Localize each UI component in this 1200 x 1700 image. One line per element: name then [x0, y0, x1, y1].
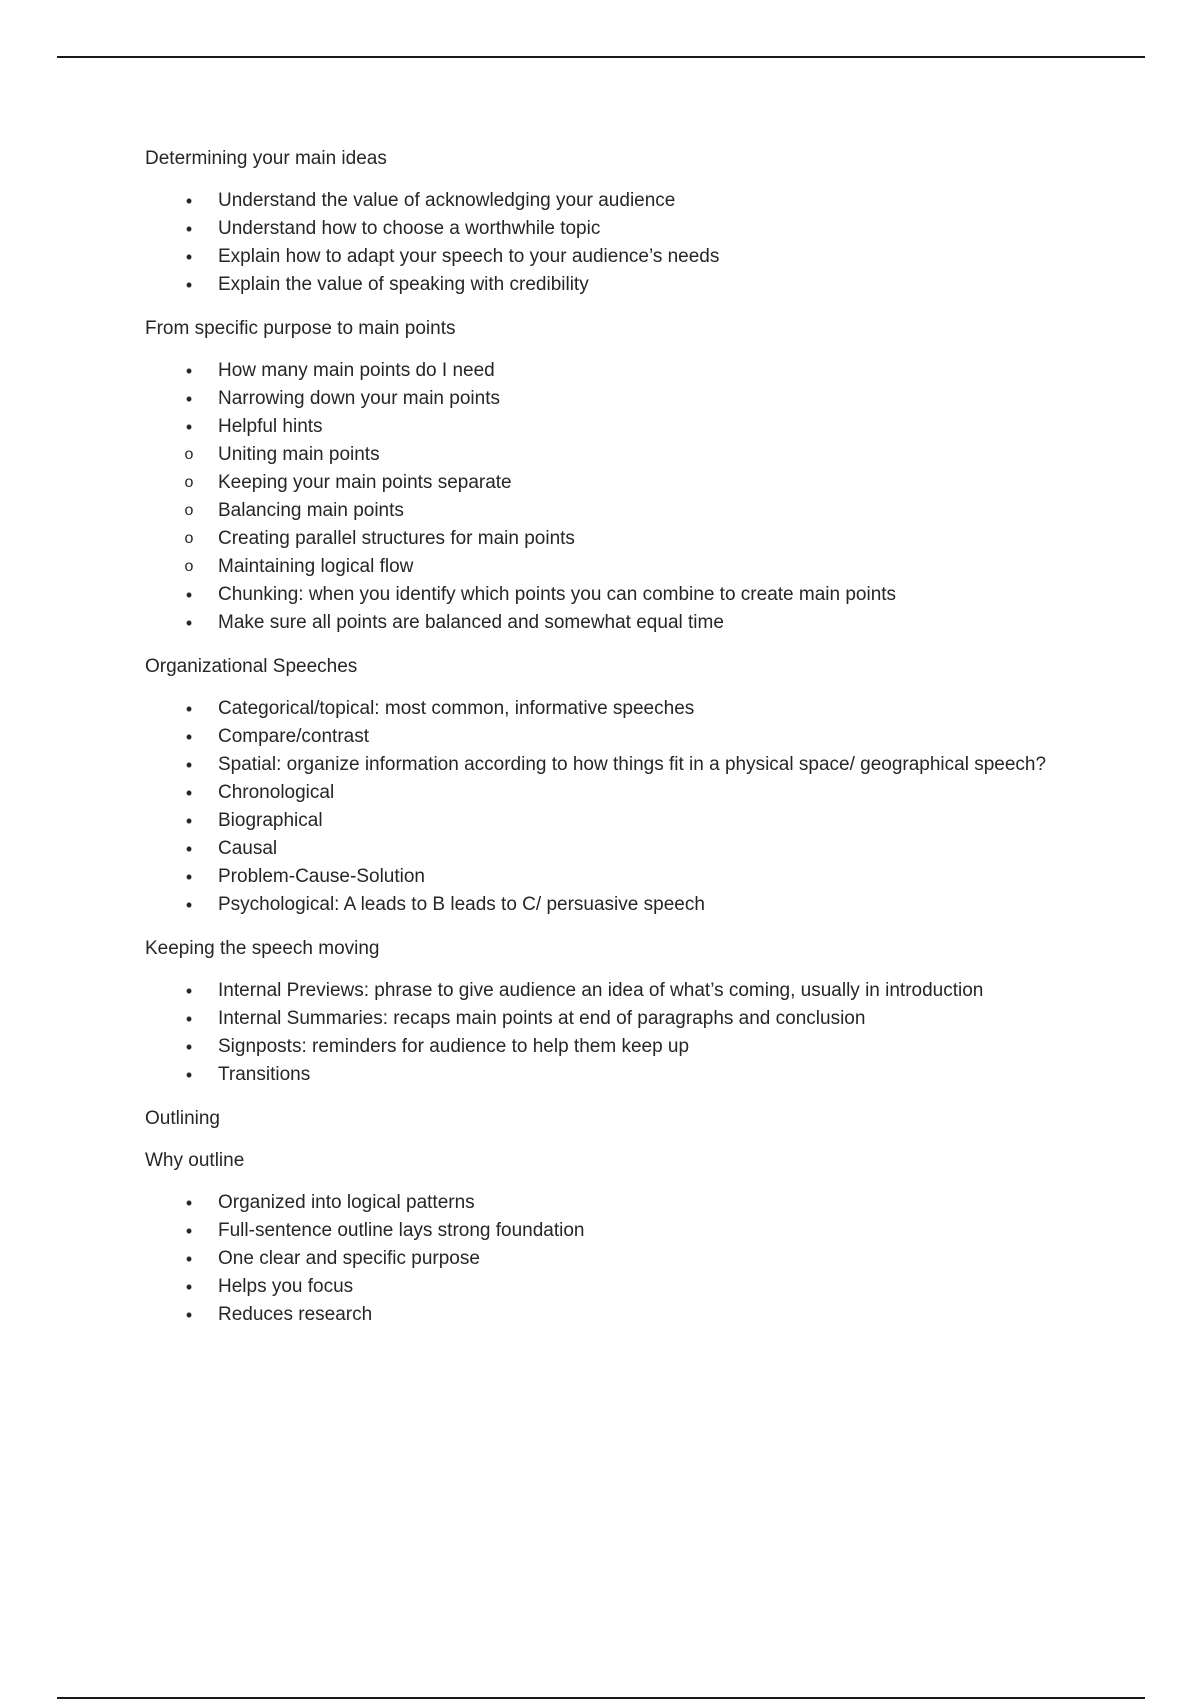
- sub-list-item: [72, 441, 1065, 469]
- list-item: [145, 1245, 1065, 1273]
- section-heading: From specific purpose to main points: [145, 318, 456, 339]
- bullet-list: [145, 695, 1065, 919]
- list-item: [145, 751, 1065, 779]
- bullet-icon: •: [185, 275, 193, 295]
- list-item-text: Biographical: [218, 810, 323, 831]
- section-heading: Keeping the speech moving: [145, 938, 380, 959]
- list-item: [145, 413, 1065, 441]
- list-item: [145, 385, 1065, 413]
- bullet-icon: •: [185, 783, 193, 803]
- list-item: [145, 807, 1065, 835]
- circle-bullet-icon: o: [184, 530, 194, 547]
- list-item: [145, 863, 1065, 891]
- list-item-text: Helpful hints: [218, 416, 323, 437]
- list-item: [145, 187, 1065, 215]
- list-item: [145, 609, 1065, 637]
- bullet-icon: •: [185, 1193, 193, 1213]
- list-item: [145, 891, 1065, 919]
- bullet-icon: •: [185, 247, 193, 267]
- sub-list-item: [72, 497, 1065, 525]
- list-item-text: One clear and specific purpose: [218, 1248, 480, 1269]
- list-item: [145, 835, 1065, 863]
- list-item: [145, 1301, 1065, 1329]
- list-item-text: Organized into logical patterns: [218, 1192, 475, 1213]
- list-item-text: Categorical/topical: most common, informative speeches: [218, 698, 695, 719]
- list-item-text: Chronological: [218, 782, 335, 803]
- list-item-text: Internal Summaries: recaps main points at end of paragraphs and conclusion: [218, 1008, 866, 1029]
- list-item-text: Understand the value of acknowledging your audience: [218, 190, 676, 211]
- header-rule: [57, 56, 1145, 58]
- section-heading: Outlining: [145, 1108, 220, 1129]
- sub-list-item-text: Balancing main points: [218, 500, 404, 521]
- list-item: [145, 581, 1065, 609]
- list-item-text: Explain how to adapt your speech to your audience’s needs: [218, 246, 720, 267]
- bullet-list: [145, 1189, 1065, 1329]
- bullet-icon: •: [185, 839, 193, 859]
- sub-bullet-list: [145, 441, 1065, 581]
- list-item: [145, 779, 1065, 807]
- bullet-icon: •: [185, 981, 193, 1001]
- bullet-icon: •: [185, 755, 193, 775]
- bullet-icon: •: [185, 417, 193, 437]
- bullet-icon: •: [185, 1037, 193, 1057]
- list-item-text: Chunking: when you identify which points you can combine to create main points: [218, 584, 897, 605]
- list-item: [145, 695, 1065, 723]
- list-item-text: Psychological: A leads to B leads to C/ persuasive speech: [218, 894, 705, 915]
- list-item-text: Internal Previews: phrase to give audience an idea of what’s coming, usually in introduction: [218, 980, 984, 1001]
- sub-list-item: [72, 553, 1065, 581]
- list-item-text: Reduces research: [218, 1304, 373, 1325]
- bullet-icon: •: [185, 219, 193, 239]
- sub-list-item-text: Uniting main points: [218, 444, 380, 465]
- sub-list-item: [72, 525, 1065, 553]
- bullet-icon: •: [185, 1305, 193, 1325]
- bullet-icon: •: [185, 1249, 193, 1269]
- bullet-list: [145, 187, 1065, 299]
- list-item-text: Full-sentence outline lays strong foundation: [218, 1220, 585, 1241]
- list-item-text: Transitions: [218, 1064, 311, 1085]
- bullet-icon: •: [185, 867, 193, 887]
- list-item: [145, 1005, 1065, 1033]
- list-item-text: Compare/contrast: [218, 726, 370, 747]
- bullet-icon: •: [185, 389, 193, 409]
- bullet-icon: •: [185, 1277, 193, 1297]
- list-item: [145, 1189, 1065, 1217]
- list-item: [145, 1217, 1065, 1245]
- circle-bullet-icon: o: [184, 446, 194, 463]
- document-body: [145, 145, 1065, 1345]
- list-item: [145, 243, 1065, 271]
- list-item-text: Causal: [218, 838, 278, 859]
- list-item-text: Understand how to choose a worthwhile topic: [218, 218, 601, 239]
- circle-bullet-icon: o: [184, 502, 194, 519]
- bullet-icon: •: [185, 613, 193, 633]
- sub-list-item-text: Maintaining logical flow: [218, 556, 414, 577]
- section-heading: Why outline: [145, 1150, 245, 1171]
- list-item: [145, 215, 1065, 243]
- list-item-text: Signposts: reminders for audience to help them keep up: [218, 1036, 690, 1057]
- list-item-text: Explain the value of speaking with credibility: [218, 274, 589, 295]
- list-item: [145, 723, 1065, 751]
- list-item: [145, 271, 1065, 299]
- bullet-icon: •: [185, 1221, 193, 1241]
- bullet-icon: •: [185, 699, 193, 719]
- list-item-text: Spatial: organize information according to how things fit in a physical space/ geographical speech?: [218, 754, 1047, 775]
- section-heading: Determining your main ideas: [145, 148, 387, 169]
- list-item: [145, 1061, 1065, 1089]
- bullet-icon: •: [185, 191, 193, 211]
- bullet-list: [145, 977, 1065, 1089]
- circle-bullet-icon: o: [184, 474, 194, 491]
- sub-list-item-text: Keeping your main points separate: [218, 472, 512, 493]
- list-item: [145, 357, 1065, 385]
- section-heading: Organizational Speeches: [145, 656, 358, 677]
- list-item: [145, 1033, 1065, 1061]
- bullet-list: [145, 357, 1065, 637]
- footer-rule: [57, 1697, 1145, 1699]
- bullet-icon: •: [185, 727, 193, 747]
- circle-bullet-icon: o: [184, 558, 194, 575]
- bullet-icon: •: [185, 811, 193, 831]
- list-item-text: Problem-Cause-Solution: [218, 866, 425, 887]
- list-item: [145, 977, 1065, 1005]
- bullet-icon: •: [185, 895, 193, 915]
- list-item: [145, 1273, 1065, 1301]
- list-item-text: Make sure all points are balanced and somewhat equal time: [218, 612, 724, 633]
- list-item-text: How many main points do I need: [218, 360, 495, 381]
- sub-list-item: [72, 469, 1065, 497]
- sub-list-item-text: Creating parallel structures for main points: [218, 528, 575, 549]
- bullet-icon: •: [185, 585, 193, 605]
- list-item-text: Helps you focus: [218, 1276, 354, 1297]
- bullet-icon: •: [185, 1009, 193, 1029]
- bullet-icon: •: [185, 1065, 193, 1085]
- bullet-icon: •: [185, 361, 193, 381]
- list-item-text: Narrowing down your main points: [218, 388, 500, 409]
